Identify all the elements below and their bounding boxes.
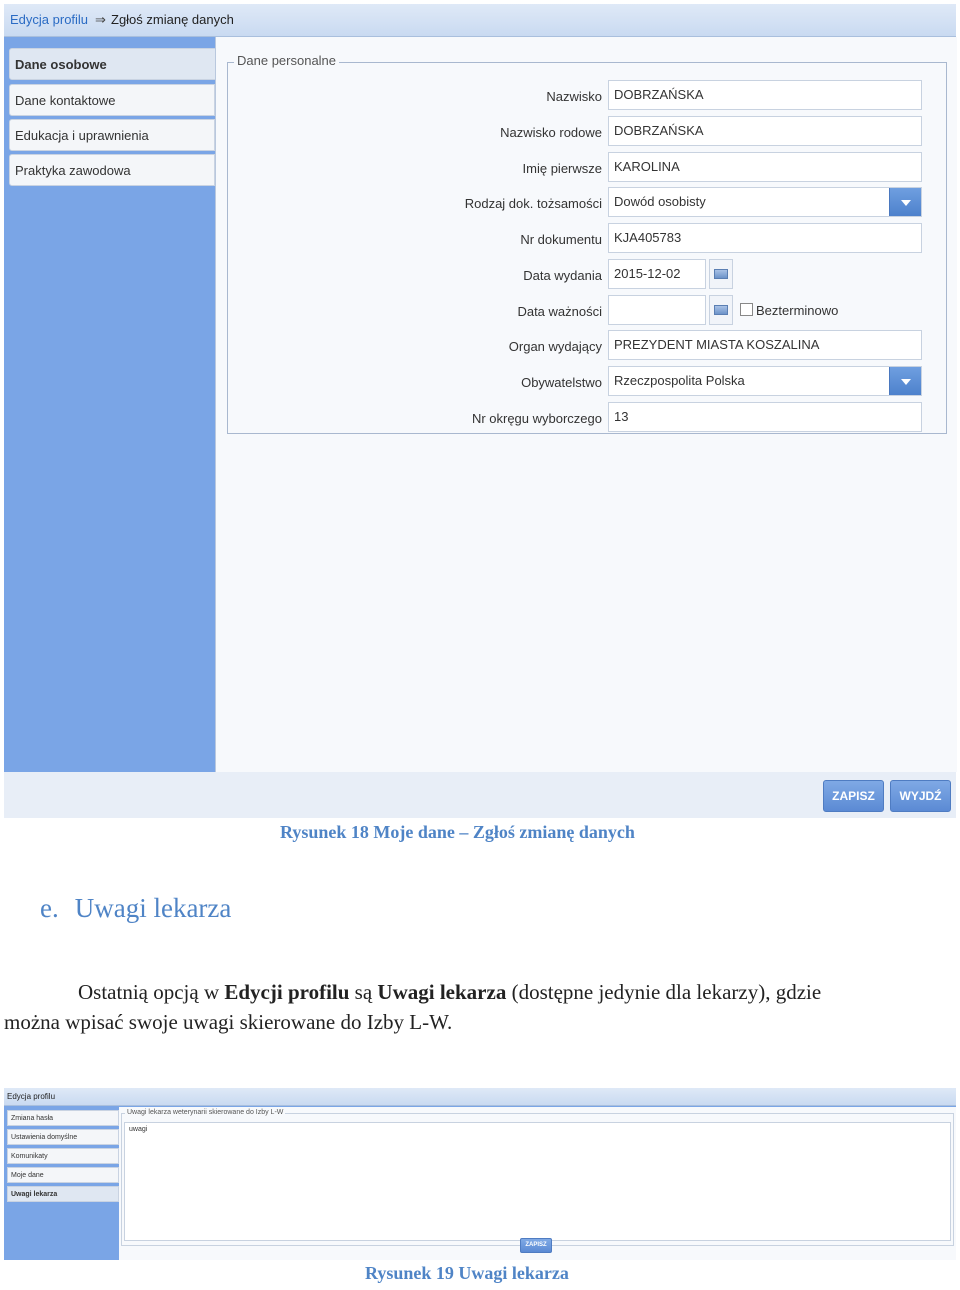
sidebar-item-contact-data[interactable]: Dane kontaktowe [9,84,215,116]
chevron-down-icon[interactable] [889,188,921,216]
paragraph-text: (dostępne jedynie dla lekarzy), gdzie [506,980,822,1004]
maiden-name-label: Nazwisko rodowe [500,125,602,140]
issuing-authority-label: Organ wydający [508,339,602,354]
section-number: e. [40,893,59,923]
fieldset-legend: Dane personalne [234,53,339,68]
electoral-district-field[interactable]: 13 [608,402,922,432]
expiry-date-field[interactable] [608,295,706,325]
sidebar-item-education[interactable]: Edukacja i uprawnienia [9,119,215,151]
sidebar [4,37,216,772]
save-button[interactable]: ZAPISZ [520,1238,552,1253]
issue-date-field[interactable]: 2015-12-02 [608,259,706,289]
paragraph-line-1 [78,980,821,1005]
electoral-district-label: Nr okręgu wyborczego [471,411,602,426]
paragraph-line-2: można wpisać swoje uwagi skierowane do Izby L-W. [4,1010,453,1034]
sidebar-item-practice[interactable]: Praktyka zawodowa [9,154,215,186]
sidebar-item-default-settings[interactable]: Ustawienia domyślne [7,1129,119,1145]
expiry-date-label: Data ważności [517,304,602,319]
issue-date-picker-button[interactable] [709,259,733,289]
calendar-icon [714,305,728,315]
notes-fieldset [121,1109,954,1246]
issuing-authority-field[interactable]: PREZYDENT MIASTA KOSZALINA [608,330,922,360]
first-name-label: Imię pierwsze [522,161,602,176]
breadcrumb-arrow-icon: ⇒ [95,12,106,27]
sidebar-item-personal-data[interactable]: Dane osobowe [9,48,220,80]
chevron-down-icon[interactable] [889,367,921,395]
sidebar-item-change-password[interactable]: Zmiana hasła [7,1110,119,1126]
breadcrumb [4,4,956,37]
exit-button[interactable]: WYJDŹ [890,780,951,812]
id-document-type-value: Dowód osobisty [614,194,706,209]
surname-field[interactable]: DOBRZAŃSKA [608,80,922,110]
id-document-type-select[interactable] [608,187,922,217]
figure-18-caption: Rysunek 18 Moje dane – Zgłoś zmianę danych [280,822,635,842]
paragraph-bold-term: Edycji profilu [224,980,350,1004]
issue-date-label: Data wydania [523,268,602,283]
paragraph-text: Ostatnią opcją w [78,980,225,1004]
profile-edit-title: Edycja profilu [4,1088,956,1106]
form-footer [4,772,956,818]
figure-19-caption: Rysunek 19 Uwagi lekarza [365,1263,569,1283]
save-button[interactable]: ZAPISZ [823,780,884,812]
paragraph-text: są [349,980,378,1004]
expiry-date-picker-button[interactable] [709,295,733,325]
breadcrumb-link-profile-edit[interactable]: Edycja profilu [10,12,89,27]
section-title: Uwagi lekarza [74,893,232,923]
maiden-name-field[interactable]: DOBRZAŃSKA [608,116,922,146]
indefinite-checkbox[interactable] [740,303,753,316]
profile-edit-screenshot [4,4,956,818]
citizenship-select[interactable] [608,366,922,396]
sidebar-item-messages[interactable]: Komunikaty [7,1148,119,1164]
document-number-field[interactable]: KJA405783 [608,223,922,253]
section-heading [40,893,231,924]
notes-panel [119,1107,956,1260]
sidebar-item-my-data[interactable]: Moje dane [7,1167,119,1183]
citizenship-label: Obywatelstwo [521,375,602,390]
surname-label: Nazwisko [546,89,602,104]
citizenship-value: Rzeczpospolita Polska [614,373,745,388]
doctor-notes-screenshot [4,1088,956,1260]
document-number-label: Nr dokumentu [520,232,602,247]
paragraph-bold-term: Uwagi lekarza [377,980,507,1004]
calendar-icon [714,269,728,279]
id-document-type-label: Rodzaj dok. tożsamości [464,196,602,211]
notes-legend: Uwagi lekarza weterynarii skierowane do Izby L-W [127,1109,284,1116]
indefinite-checkbox-label: Bezterminowo [756,303,839,318]
main-area [4,37,956,772]
first-name-field[interactable]: KAROLINA [608,152,922,182]
notes-textarea[interactable]: uwagi [124,1122,951,1241]
sidebar-item-doctor-notes[interactable]: Uwagi lekarza [7,1186,119,1202]
form-panel [215,37,957,772]
breadcrumb-current-page: Zgłoś zmianę danych [111,12,234,27]
